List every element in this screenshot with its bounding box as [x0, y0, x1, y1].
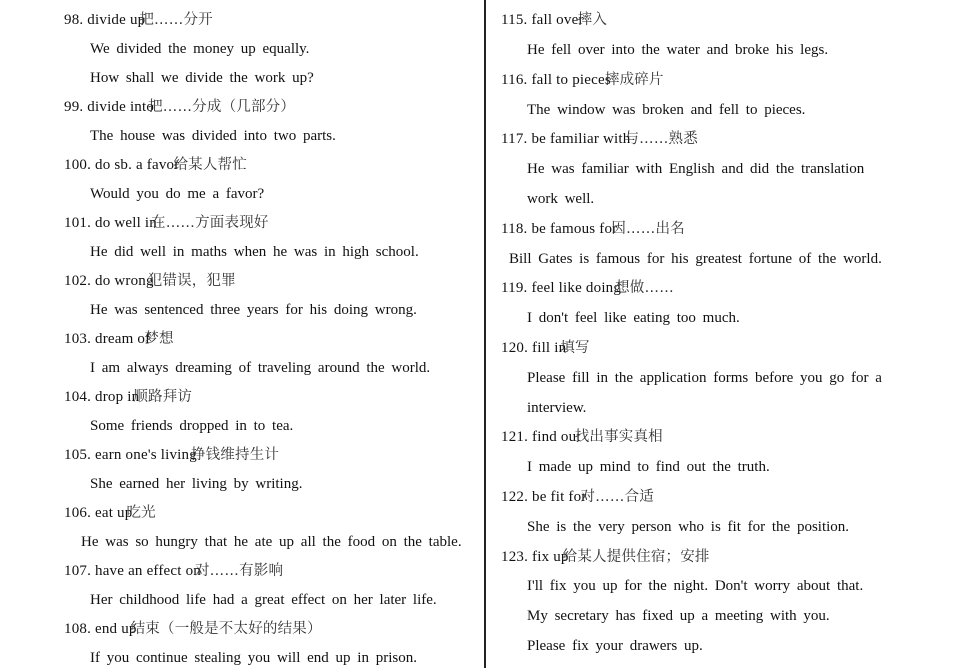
example-sentence: The window was broken and fell to pieces.: [527, 102, 806, 118]
phrase-english: 121. find out: [501, 429, 581, 445]
example-sentence: How shall we divide the work up?: [90, 70, 314, 86]
phrase-chinese: 挣钱维持生计: [190, 447, 280, 463]
phrase-english: 99. divide into: [64, 99, 155, 115]
phrase-english: 117. be familiar with: [501, 131, 631, 147]
entry-heading: [64, 329, 174, 349]
phrase-chinese: 给某人提供住宿；安排: [562, 549, 710, 565]
phrase-chinese: 想做……: [615, 280, 674, 296]
phrase-chinese: 对……合适: [580, 489, 654, 505]
phrase-english: 100. do sb. a favor: [64, 157, 180, 173]
entry-heading: [64, 271, 236, 291]
phrase-english: 98. divide up: [64, 12, 146, 28]
phrase-chinese: 梦想: [144, 331, 174, 347]
phrase-chinese: 结束（一般是不太好的结果）: [130, 621, 322, 637]
example-sentence: We divided the money up equally.: [90, 41, 310, 57]
phrase-english: 104. drop in: [64, 389, 140, 405]
entry-heading: [64, 387, 192, 407]
example-sentence: He fell over into the water and broke his legs.: [527, 42, 829, 58]
phrase-english: 122. be fit for: [501, 489, 587, 505]
phrase-chinese: 摔成碎片: [604, 72, 664, 88]
example-sentence: He was so hungry that he ate up all the food on the table.: [81, 534, 462, 550]
phrase-chinese: 找出事实真相: [574, 429, 663, 445]
column-divider: [484, 0, 486, 668]
phrase-english: 118. be famous for: [501, 221, 618, 237]
phrase-chinese: 把……分成（几部分）: [148, 99, 296, 115]
example-sentence: Her childhood life had a great effect on her later life.: [90, 592, 437, 608]
example-sentence: Please fill in the application forms before you go for a: [527, 370, 882, 386]
example-sentence: He did well in maths when he was in high school.: [90, 244, 419, 260]
example-sentence: Would you do me a favor?: [90, 186, 265, 202]
entry-heading: [64, 155, 247, 175]
phrase-english: 103. dream of: [64, 331, 151, 347]
phrase-chinese: 犯错误，犯罪: [147, 273, 236, 289]
phrase-chinese: 填写: [560, 340, 590, 356]
entry-heading: [501, 338, 590, 358]
phrase-chinese: 给某人帮忙: [173, 157, 247, 173]
example-sentence: He was familiar with English and did the translation: [527, 161, 865, 177]
example-sentence: I'll fix you up for the night. Don't worry about that.: [527, 578, 864, 594]
phrase-english: 105. earn one's living: [64, 447, 197, 463]
entry-heading: [64, 561, 283, 581]
phrase-chinese: 吃光: [126, 505, 156, 521]
example-sentence: Some friends dropped in to tea.: [90, 418, 294, 434]
entry-heading: [501, 129, 698, 149]
phrase-english: 116. fall to pieces: [501, 72, 611, 88]
entry-heading: [64, 503, 156, 523]
entry-heading: [501, 427, 663, 447]
example-sentence: work well.: [527, 191, 595, 207]
example-sentence: She is the very person who is fit for the position.: [527, 519, 850, 535]
phrase-english: 107. have an effect on: [64, 563, 201, 579]
phrase-english: 120. fill in: [501, 340, 567, 356]
phrase-chinese: 把……分开: [139, 12, 213, 28]
example-sentence: My secretary has fixed up a meeting with you.: [527, 608, 830, 624]
example-sentence: Bill Gates is famous for his greatest fortune of the world.: [509, 251, 882, 267]
phrase-english: 115. fall over: [501, 12, 584, 28]
example-sentence: He was sentenced three years for his doing wrong.: [90, 302, 417, 318]
entry-heading: [501, 278, 674, 298]
example-sentence: I made up mind to find out the truth.: [527, 459, 770, 475]
phrase-chinese: 顺路拜访: [133, 389, 193, 405]
entry-heading: [501, 487, 654, 507]
entry-heading: [501, 219, 685, 239]
example-sentence: I am always dreaming of traveling around the world.: [90, 360, 431, 376]
entry-heading: [64, 213, 269, 233]
example-sentence: interview.: [527, 400, 587, 416]
example-sentence: She earned her living by writing.: [90, 476, 303, 492]
phrase-chinese: 因……出名: [611, 221, 685, 237]
phrase-chinese: 对……有影响: [194, 563, 284, 579]
phrase-english: 108. end up: [64, 621, 137, 637]
phrase-english: 119. feel like doing: [501, 280, 622, 296]
entry-heading: [501, 547, 710, 567]
example-sentence: I don't feel like eating too much.: [527, 310, 740, 326]
entry-heading: [64, 445, 279, 465]
entry-heading: [501, 10, 607, 30]
phrase-english: 101. do well in: [64, 215, 157, 231]
phrase-chinese: 摔入: [577, 12, 608, 28]
entry-heading: [64, 619, 322, 639]
entry-heading: [501, 70, 664, 90]
phrase-chinese: 与……熟悉: [624, 131, 698, 147]
example-sentence: If you continue stealing you will end up in prison.: [90, 650, 417, 666]
example-sentence: The house was divided into two parts.: [90, 128, 336, 144]
entry-heading: [64, 10, 213, 30]
example-sentence: Please fix your drawers up.: [527, 638, 703, 654]
entry-heading: [64, 97, 295, 117]
phrase-chinese: 在……方面表现好: [151, 215, 269, 231]
phrase-english: 123. fix up: [501, 549, 569, 565]
phrase-english: 106. eat up: [64, 505, 133, 521]
phrase-english: 102. do wrong: [64, 273, 154, 289]
